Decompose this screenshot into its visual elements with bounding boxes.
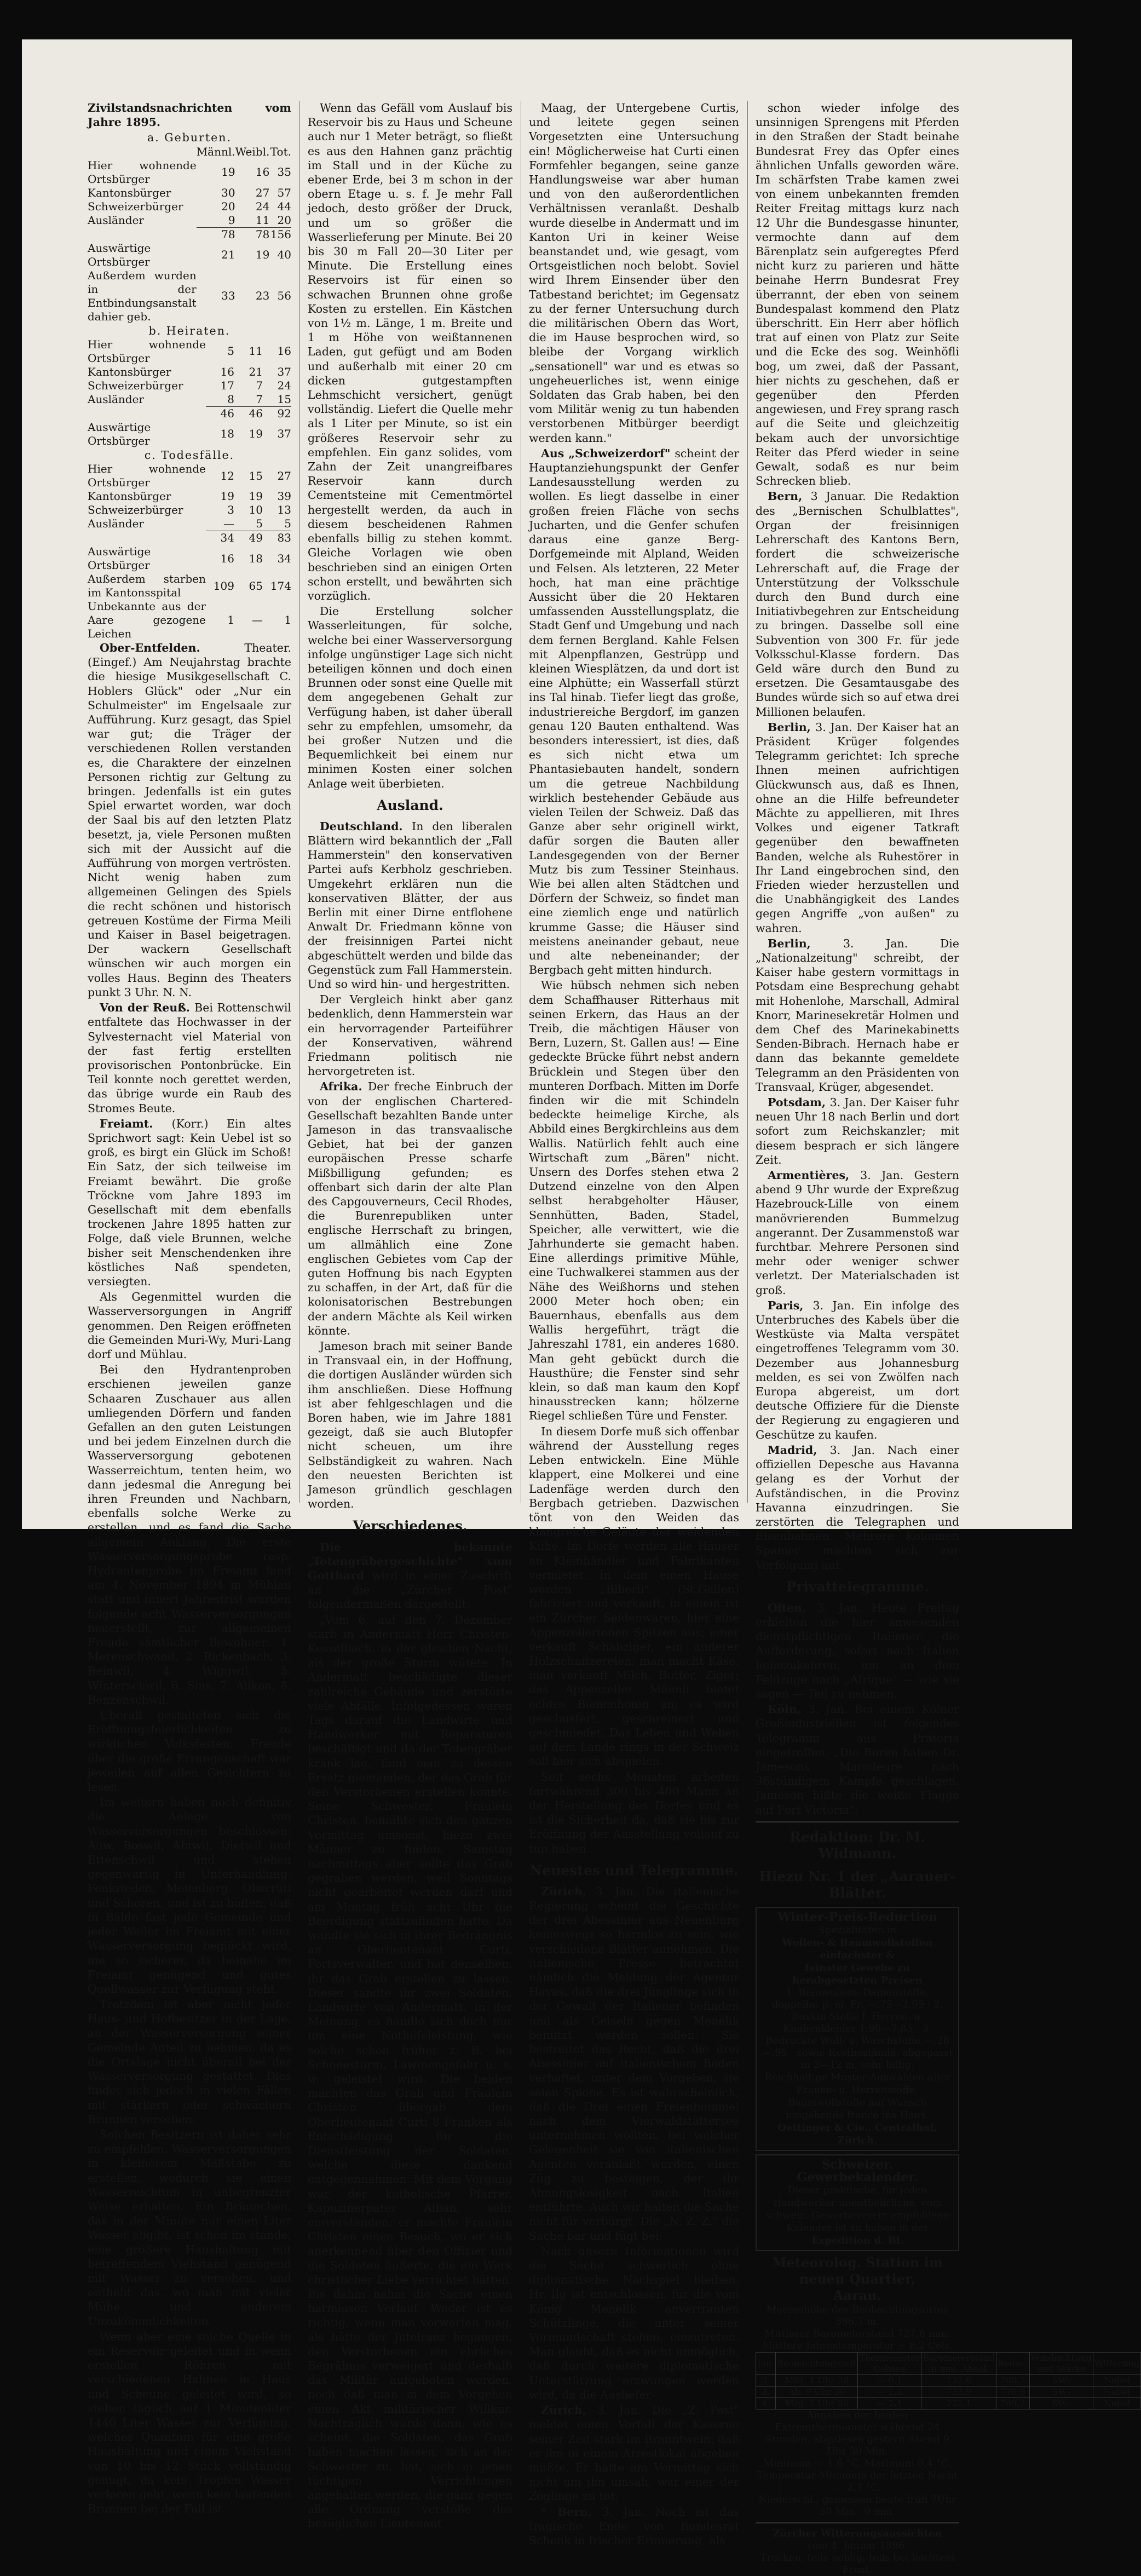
stats-value: 5	[227, 344, 234, 358]
weather-cell: SW₀	[1029, 2386, 1093, 2397]
stats-row	[88, 227, 291, 242]
article-dateline: Köln,	[768, 1703, 809, 1716]
weather-cell: Nebel	[1093, 2386, 1141, 2397]
weather-cell: Mitt. 1 Uhr 30	[776, 2374, 858, 2386]
article-paragraph	[756, 720, 959, 935]
article-text: 3 Januar. Die Redaktion des „Bernischen Schulblattes", Organ der freisinnigen Lehrerschaft des Kantons Bern, fordert die schweizerische Lehrerschaft auf, die Frage der Unterstützung der Volksschule durch den Bund durch eine Initiativbegehren zur Entscheidung zu bringen. Dasselbe soll eine Subvention von 300 Fr. für jede Volksschul-Klasse fordern. Das Geld wäre durch den Bund zu ersetzen. Die Gesamtausgabe des Bundes würde sich so auf etwa drei Millionen belaufen.	[756, 490, 959, 718]
stats-header-cell	[88, 145, 197, 159]
article-paragraph	[529, 2505, 739, 2548]
article-dateline: Berlin,	[768, 936, 843, 950]
article-text: Nach unsern Informationen wird die Sache schwerlich ohne diplomatische Nachspiel bleiben. Hr. Ilg ist entschlossen, für die vom König Menelik anvertrauten Schützlinge, die unter seiner Vormundschaft stehen, einzutreten. Man glaubt, daß es nicht unmöglich, daß durch weitere diplomatische Unterstützung erzwungen werden wird, da die Ausliefer-	[529, 2244, 739, 2401]
article-paragraph	[529, 1770, 739, 1856]
ad-line: Reichhaltige Muster-Auswahlen aller Frauen- u. Herrenstoffe, Baumwollstoffe auf Wunsch umgehends franco ins Haus.	[764, 2071, 950, 2121]
weather-station-info: Mittlerer Barometerstand 727,8 mm.	[764, 2327, 950, 2339]
column-rule	[747, 101, 748, 1503]
weather-station-info: Mittlere Jahrestemperatur + 8,2 Cels.	[762, 2339, 953, 2351]
stats-value: 18	[220, 427, 234, 441]
article-paragraph	[308, 1613, 512, 2531]
article-text: Im weitern haben noch definitiv die Anlage von Wasserversorgungen beschlossen: Auw, Boswil, Abtwil, Dietwil und Ettenschwil und stehen gegenwärtig in Unterhandlung: Fenkrieden, Meienberg, Oberrüti und Schoren, und ist zu hoffen, daß in Bälde fast jede Gemeinde und jeder Weiler im Freiamt mit einer Wasserversorgung beglückt wird, um so sicherer, da beinahe im Freiamt genügend und gutes Quellwasser zur Verfügung steht.	[88, 1796, 291, 1996]
stats-value: 8	[227, 392, 234, 406]
stats-label: Kantonsbürger	[88, 490, 171, 503]
stats-value: 16	[220, 551, 234, 565]
article-dateline: Berlin,	[768, 720, 816, 734]
weather-row	[756, 2397, 1141, 2409]
weather-row	[756, 2374, 1141, 2386]
weather-station-place: Aarau.	[833, 2287, 882, 2303]
weather-note: Niederschl., gemessen heute früh 7Uhr 30 Min.: 0 mm.	[758, 2493, 956, 2517]
weather-cell: SW₀	[1029, 2374, 1093, 2386]
stats-value: 7	[256, 378, 263, 392]
article-paragraph	[88, 1997, 291, 2126]
article-paragraph	[308, 1540, 512, 1612]
article-text: Der Vergleich hinkt aber ganz bedenklich, denn Hammerstein war ein hervorragender Parteiführer der Konservativen, während Friedmann politisch nie hervorgetreten ist.	[308, 993, 512, 1078]
stats-value: 20	[221, 199, 235, 213]
stats-value: 7	[256, 392, 263, 406]
article-text: Solchen Besitzern ist daher sehr zu empfehlen, Wasserversorgungen in kleinerem Maßstabe zu erstellen, wodurch sie einen Wasserreichtum in unbegrenzter Weise erhalten. Ein Brünnchen, das in der Minute nur einen Liter Wasser abgibt, ist schon im stande, eine größere Haushaltung mit betreffendem Viehstand genügend mit Wasser zu versehen, und enthebt das, wo man mit vieler Mühe und anderem Unzukömmlichkeiten.	[88, 2128, 291, 2328]
article-text: Uberall gestalteten sich die Eröffnungsfeierlichkeiten zu wirklichen Volksfesten, Freude über die große Errungenschaft war jeweilen auf allen Gesichtern zu lesen.	[88, 1709, 291, 1794]
stats-value: 24	[277, 378, 291, 392]
article-text: 3. Jan. Noch ist das tragische Ende von Bundesrat Schenk in frischer Erinnerung, als	[529, 2505, 739, 2547]
ad-line: Spezialitäten in	[818, 1924, 897, 1936]
stats-value: 1	[284, 613, 291, 627]
stats-row	[88, 200, 291, 214]
weather-cell: — 0,1	[858, 2374, 921, 2386]
article-text: 3. Jan. Nach einer offiziellen Depesche aus Havanna gelang es der Vorhut der Aufständischen, in die Provinz Havanna einzudringen. Sie zerstörten die Telegraphen und Eisenbahnen. Mehrere Kolonnen Spanier machten sich zur Verfolgung auf.	[756, 1443, 959, 1572]
stats-value: 34	[206, 531, 234, 545]
weather-note: Minimum — 1,6 °C. Maximum 0,4 °C.	[763, 2457, 952, 2469]
supplement-note: Hiezu Nr. 1 der „Aarauer-Blätter.	[759, 1868, 956, 1901]
stats-label: Ausländer	[88, 517, 144, 531]
article-paragraph	[529, 1424, 739, 1769]
article-paragraph	[88, 1117, 291, 1289]
article-text: 3. Jan. Ein infolge des Unterbruches des Kabels über die Westküste via Malta verspätet eingetroffenes Telegramm vom 30. Dezember aus Johannesburg melden, es sei von Zwölfen nach Europa abgereist, um dort deutsche Offiziere für die Dienste der Regierung zu engagieren und Geschütze zu kaufen.	[756, 1298, 959, 1441]
stats-value: 16	[255, 165, 270, 179]
ad-line: Wollen- & Baumwollstoffen einfachster &	[782, 1936, 933, 1961]
stats-value: 30	[221, 186, 235, 199]
stats-value: 27	[255, 186, 270, 199]
stats-value: 37	[277, 427, 291, 441]
horizontal-rule	[756, 2522, 959, 2523]
stats-value: 83	[263, 531, 291, 545]
section-heading-ausland: Ausland.	[377, 797, 443, 813]
stats-value: 18	[249, 551, 263, 565]
stats-label: Auswärtige Ortsbürger	[88, 420, 151, 447]
stats-value: 16	[220, 365, 234, 378]
stats-row	[88, 545, 291, 572]
weather-station-info: Meereshöhe des Beobachtungsortes 396,7 m.	[766, 2303, 949, 2327]
stats-value: 20	[277, 213, 291, 227]
article-text: 3. Jan. Die italienische Regierung scheint die Geschichte der drei Abessinier aus Neuenburg keineswegs so harmlos zu sein, wie verschiedene Blätter annehmen. Die italienische Presse betrachtet nämlich die Meldung der Agentur Havas, daß die drei Jünglinge sich in der Gewalt der Italiener befinden und als Geiseln gegen Menelik benützt werden sollen. Sie bestreitet das Recht, daß die drei Abessinier auf italienischem Boden verhaftet, unter dem Vorgeben, sie seien Spione. Es ist wahrscheinlich, daß die Drei einen Freienbummel nach dem Vierwaldstättersee unternehmen wollten, bei welcher Gelegenheit sie von italienischen Agenten veranlaßt wurden, einen Zug zu besteigen, der ihr Ahnungslosigkeit nach Italien entführte. Auch wir halten die Sache nicht für verbürgt. Die „N. Z. Z." die Sache bar und fügt bei:	[529, 1884, 739, 2242]
article-dateline: Zürich,	[541, 2404, 598, 2417]
article-dateline: Aus „Schweizerdorf"	[541, 446, 675, 460]
article-text: In diesem Dorfe muß sich offenbar während der Ausstellung reges Leben entwickeln. Eine Mühle klappert, eine Molkerei und eine Ladenfäge werden durch den Bergbach getrieben. Dazwischen tönt von den Weiden das klangreiche Geläute der weidenden Kühe. Im Dorfe werden alle Häuser an Kleinhändler und Fabrikanten vermietet. In dem einen Hause werden „Biberli" (St.Gallen) fabriziert und verkauft, in einem ist ein Zürcher Seidenwaren, hier eine Appenzellerinnen Spitzen aus; einer verkauft Schabziger, ein anderer Holzschnitzereien; man macht Käse, man verkauft Milch, Butter, Ziger; das Appenzeller Männli bietet echtes Bienenhonig an; es wird geschustert, geschreinert und geschmiedet. Das Leben und Weben auf dem Lande rings in der Schweiz soll hier sich abspielen.	[529, 1424, 739, 1768]
weather-cell: 770,9	[996, 2386, 1029, 2397]
weather-header-row	[756, 2352, 1141, 2374]
stats-row	[88, 572, 291, 600]
ad-firm: Oettinger & Cie., Centralhof, Zürich.	[777, 2121, 937, 2146]
weather-cell: 733,9	[921, 2386, 996, 2397]
section-heading-privattelegramme: Privattelegramme.	[786, 1578, 929, 1595]
stats-value: 27	[277, 469, 291, 482]
editor-credit: Redaktion: Dr. M. Widmann.	[790, 1829, 925, 1861]
stats-label: Schweizerbürger	[88, 503, 183, 517]
article-text: 3. Jan. Die „Nationalzeitung" schreibt, der Kaiser habe gestern vormittags in Potsdam eine Besprechung gehabt mit Hohenlohe, Marschall, Admiral Knorr, Marinesekretär Holmen und dem Chef des Marinekabinetts Senden-Bibrach. Hernach habe er dann das bekannte gemeldete Telegramm an den Präsidenten von Transvaal, Krüger, abgesendet.	[756, 936, 959, 1094]
weather-station-title: Meteorolog. Station im neuen Quartier,	[772, 2254, 943, 2287]
article-text: Theater. (Eingef.) Am Neujahrstag brachte die hiesige Musikgesellschaft C. Hoblers Glück" oder „Nur ein Schulmeister" im Engelsaale zur Aufführung. Kurz gesagt, das Spiel war gut; die Träger der verschiedenen Rollen verstanden es, die Charaktere der einzelnen Personen richtig zur Geltung zu bringen. Jedenfalls ist ein gutes Spiel erwartet worden, war doch der Saal bis auf den letzten Platz besetzt, ja, viele Personen mußten sich mit der Aussicht auf die Aufführung von morgen vertrösten. Nicht wenig haben zum allgemeinen Gelingen des Spiels die recht schönen und historisch getreuen Kostüme der Firma Meili und Kaiser in Basel beigetragen. Der wackern Gesellschaft wünschen wir auch morgen ein volles Haus. Beginn des Theaters punkt 3 Uhr. N. N.	[88, 641, 291, 999]
stats-table	[88, 145, 291, 324]
weather-cell: Ab. 9 Uhr 30	[776, 2386, 858, 2397]
article-text: (Korr.) Ein altes Sprichwort sagt: Kein Uebel ist so groß, es birgt ein Glück im Schoß! Ein Satz, der sich teilweise im Freiamt bewährt. Die große Tröckne vom Jahre 1893 im Gesellschaft mit dem ebenfalls trockenen Jahre 1895 hatten zur Folge, daß viele Brunnen, welche bisher seit Menschendenken ihre köstliches Naß spendeten, versiegten.	[88, 1117, 292, 1288]
stats-value: —	[252, 613, 263, 627]
stats-header-cell: Weibl.	[235, 145, 270, 158]
stats-value: 46	[206, 406, 234, 421]
article-paragraph	[529, 2244, 739, 2402]
weather-cell: — 2,1	[858, 2397, 921, 2409]
article-text: Die Erstellung solcher Wasserleitungen, für solche, welche bei einer Wasserversorgung infolge ungünstiger Lage sich nicht beteiligen können und doch einen Brunnen oder sonst eine Quelle mit dem angegebenen Gehalt zur Verfügung haben, ist daher überall sehr zu empfehlen, umsomehr, da bei großer Nutzen und die Bequemlichkeit bei einem nur minimen Kosten einer solchen Anlage weit überbieten.	[308, 605, 512, 790]
weather-station-block	[756, 2254, 1140, 2518]
ad-firm: Expedition d. Bl.	[811, 2234, 903, 2246]
stats-value: 5	[256, 517, 263, 531]
stats-value: 1	[227, 613, 234, 627]
weather-header-cell: Reduc.	[996, 2352, 1029, 2374]
stats-label: Hier wohnende Ortsbürger	[88, 337, 206, 365]
article-paragraph	[88, 2128, 291, 2328]
stats-row	[88, 600, 291, 641]
weather-cell: Nebel	[1093, 2374, 1141, 2386]
ad-text: Dieser praktische, für jeden Handwerker unentbehrliche, vom schweiz. Gewerbeverein empfohlene Kalender ist zu haben in der	[765, 2184, 949, 2234]
weather-note: Angaben der beiden Extremthermometer während 24 Stunden, abgelesen gestern Abend 9 Uhr 30 Min.	[765, 2409, 950, 2457]
stats-label: Schweizerbürger	[88, 378, 183, 392]
newspaper-page	[22, 39, 1140, 2575]
article-text: schon wieder infolge des unsinnigen Sprengens mit Pferden in den Straßen der Stadt beinahe Bundesrat Frey das Opfer eines ähnlichen Unfalls geworden wäre. Im schärfsten Trabe kamen zwei von einem unbekannten fremden Reiter Freitag mittags kurz nach 12 Uhr die Bundesgasse hinunter, vermochte dann auf dem Bärenplatz sein aufgeregtes Pferd nicht kurz zu parieren und hätte beinahe Herrn Bundesrat Frey überrannt, der eben von seinem Bundespalast kommend den Platz überschritt. Ein Herr aber höflich trat auf einen von Platz zur Seite und die Ecke des sog. Weinhöfli bog, um zwei, daß der Passant, hier nichts zu geschehen, daß er gegenüber den Pferden angewiesen, und Frey sprang rasch auf die Seite und gleichzeitig bekam auch der unvorsichtige Reiter das Pferd wieder in seine Gewalt, sodaß es nur beim Schrecken blieb.	[756, 101, 959, 488]
stats-label: Ausländer	[88, 393, 144, 406]
article-paragraph	[756, 1095, 959, 1167]
article-dateline: Freiamt.	[100, 1117, 172, 1130]
article-paragraph	[88, 1290, 291, 1361]
article-paragraph	[529, 101, 739, 445]
stats-label: Kantonsbürger	[88, 186, 171, 199]
section-heading-verschiedenes: Verschiedenes.	[353, 1517, 468, 1534]
stats-row	[88, 421, 291, 448]
stats-row	[88, 242, 291, 269]
stats-value: 19	[249, 490, 263, 503]
stats-value: —	[223, 517, 234, 531]
article-paragraph	[756, 489, 959, 718]
weather-cell: 769,7	[996, 2374, 1029, 2386]
article-paragraph	[529, 1884, 739, 2243]
stats-value: 78	[235, 227, 270, 242]
article-paragraph	[756, 936, 959, 1094]
stats-label: Ausländer	[88, 213, 144, 227]
article-text: Als Gegenmittel wurden die Wasserversorgungen in Angriff genommen. Den Reigen eröffneten die Gemeinden Muri-Wy, Muri-Lang dorf und Mühlau.	[88, 1290, 291, 1361]
column-4	[756, 101, 1140, 2576]
article-text: Der freche Einbruch der von der englischen Chartered-Gesellschaft bezahlten Bande unter Jameson in das transvaalische Gebiet, hat bei der ganzen europäischen Presse scharfe Mißbilligung gefunden; es offenbart sich darin der alte Plan des Capgouverneurs, Cecil Rhodes, die Burenrepubliken unter englische Herrschaft zu bringen, um allmählich eine Zone englischen Gebietes vom Cap der guten Hoffnung bis nach Egypten zu schaffen, in der Art, daß für die kolonisatorischen Bestrebungen der andern Mächte als Keil wirken könnte.	[308, 1080, 512, 1337]
stats-value: 46	[234, 406, 263, 421]
article-text: Wie hübsch nehmen sich neben dem Schaffhauser Ritterhaus mit seinen Erkern, das Haus an der Treib, die mächtigen Häuser von Bern, Luzern, St. Gallen aus! — Eine gedeckte Brücke führt nebst andern Brücklein und Stegen über den munteren Dorfbach. Mitten im Dorfe finden wir die mit Schindeln bedeckte heimelige Kirche, als Abbild eines Bergkirchleins aus dem Wallis. Natürlich fehlt auch eine Wirtschaft zum „Bären" nicht. Unsern des Dorfes stehen etwa 2 Dutzend einzelne von den Alpen selbst herabgeholter Häuser, Sennhütten, Baden, Stadel, Speicher, alle verwittert, wie die Jahrhunderte sie gemacht haben. Eine allerdings primitive Mühle, eine Tuchwalkerei stammen aus der Nähe des Weißhorns und stehen 2000 Meter hoch oben; ein Bauernhaus, ebenfalls aus dem Wallis hergeführt, trägt die Jahreszahl 1781, ein anderes 1680. Man geht gebückt durch die Hausthüre; die Fenster sind sehr klein, so daß man kaum den Kopf hinausstrecken kann; hölzerne Riegel schließen Türe und Fenster.	[529, 979, 739, 1423]
stats-section-heading: a. Geburten.	[147, 131, 232, 145]
stats-section-heading: b. Heiraten.	[148, 324, 230, 337]
stats-value: 34	[277, 551, 291, 565]
article-dateline: Zürich,	[541, 1884, 596, 1898]
column-2	[308, 101, 512, 2532]
article-dateline: Afrika.	[320, 1080, 368, 1094]
article-text: Bei Rottenschwil entfaltete das Hochwasser in der Sylvesternacht viel Material von der fast fertig erstellten provisorischen Pontonbrücke. Ein Teil konnte noch gerettet werden, das übrige wurde ein Raub des Stromes Beute.	[88, 1001, 291, 1115]
ad-title: Schweizer. Gewerbekalender.	[797, 2157, 918, 2184]
article-text: Bei den Hydrantenproben erschienen jeweilen ganze Schaaren Zuschauer aus allen umliegenden Dörfern und fanden Gefallen an den guten Leistungen und bei jedem Einzelnen durch die Wasserversorgung gebotenen Wasserreichtum, tenten heim, wo dann jedesmal die Anregung bei ihren Freunden und Nachbarn, ebenfalls solche Werke zu erstellen, und es fand die Sache allgemein Anklang. Die erste Wasserversorgungsprobe resp. Hydrantenprobe im Freiamt fand am 4. November 1894 in Mühlau statt und innert Jahresfrist wurden folgende acht Wasserversorgungen neuerstellt, zur allgemeinen Freude sämtlicher Bewohner: 1. Merenschwand, 2. Rickenbach, 3. Beinwil, 4. Wiggwil, 5. Winterschwil, 6. Sins, 7. Alikon, 8. Benzenschwil.	[88, 1363, 291, 1706]
section-heading-neuestes: Neuestes und Telegramme.	[529, 1862, 739, 1878]
stats-section-heading: c. Todesfälle.	[144, 448, 235, 462]
article-text: 3. Jan. Der Kaiser hat an Präsident Krüger folgendes Telegramm gerichtet: Ich spreche Ihnen meinen aufrichtigen Glückwunsch aus, daß es Ihnen, ohne an die Hilfe befreundeter Mächte zu appellieren, mit Ihres Volkes und eigener Tatkraft gegenüber den bewaffneten Banden, welche als Ruhestörer in Ihr Land eingebrochen sind, den Frieden wieder herzustellen und die Unabhängigkeit des Landes gegen Angriffe „von außen" zu wahren.	[756, 720, 959, 935]
article-text: In den liberalen Blättern wird bekanntlich der „Fall Hammerstein" den konservativen Partei aufs Kerbholz geschrieben. Umgekehrt erklären nun die konservativen Blätter, der aus Berlin mit einer Dirne entflohene Anwalt Dr. Friedmann könne von der freisinnigen Partei nicht abgeschüttelt werden und bilde das Gegenstück zum Fall Hammerstein. Und so wird hin- und hergestritten.	[308, 819, 512, 991]
stats-value: 17	[220, 378, 234, 392]
forecast-text: Trocken, teils neblig, teils bei leichtem Frost.	[760, 2551, 955, 2575]
article-text: Jameson brach mit seiner Bande in Transvaal ein, in der Hoffnung, die dortigen Ausländer würden sich ihm anschließen. Diese Hoffnung ist aber fehlgeschlagen und die Boren haben, wie im Jahre 1881 gezeigt, daß sie auch Blutopfer nicht scheuen, um ihre Selbständigkeit zu wahren. Nach den neuesten Berichten ist Jameson gründlich geschlagen worden.	[308, 1339, 512, 1511]
stats-row	[88, 462, 291, 490]
stats-value: 19	[221, 165, 235, 179]
article-dateline: Die bekannte „Totengräbergeschichte" vom Gotthard	[308, 1540, 512, 1582]
stats-row	[88, 269, 291, 324]
stats-header-cell: Tot.	[270, 145, 291, 158]
weather-header-cell: Windrichtung und Stärke	[1029, 2352, 1093, 2374]
article-paragraph	[308, 1079, 512, 1338]
weather-cell: 732,6	[921, 2374, 996, 2386]
stats-label: Hier wohnende Ortsbürger	[88, 158, 197, 186]
stats-row	[88, 186, 291, 200]
stats-label	[88, 531, 206, 545]
ad-items: 1. Reinwollene Damenstoffe, doppelbr. p. m. Fr. —.75—2.95 · 2. Buxkin-Stoffe f. Herren- u. Knabenkleider 1.90—7.85 · 3. Bedruckte Woll- u. Waschstoffe —.28—.95 · sowie Restbestände, abgepasst in 2—12 m, sehr billig.	[762, 1986, 953, 2071]
article-dateline: Ober-Entfelden.	[100, 641, 245, 655]
article-text: „Vom 6. auf den 7. Dezember starb in Andermatt Herr Christen-Kesselbach, in der gleichen Nacht, als der große Sturm wütete. In Andermatt beschädigte dieser zahlreiche Gebäude und zerstörte viele Abfälle. Infolgedessen waren Tags darauf die Landwirte und Handwerker mit Reparaturen beschäftigt und da der Totengräber krank lag, fand man zu dessen Ersatz niemanden, der das Grab für den Verstorbenen erstellen konnte. Seine Schwester, Fräulein Christen, bemühte sich den ganzen Vormittag umsonst, hiezu zwei Männer zu finden. Samstag nachmittags aber sollte das Grab gegraben werden, weil Sonntags nicht gearbeitet werden darf und am Montag früh acht Uhr die Beerdigung stattzufinden hatte. Da wandte sie sich in ihrer Bedrängnis an Oberlieutenant Curti, Fortsverwalter, und bat denselben, ihr das Grab erstellen zu lassen. Dieser sandte ihr zwei Soldaten, Landwirte von Andermatt, in der Meinung, es handle sich doch nur um eine Nothilfeleistung, wie solche schon früher z. B. bei Schneesturm, Lawinengefahr u. s. w. geleistet wird. Die beiden machten das Grab und Fräulein Christen übergab dem Oberlieutenant Curti 8 Franken als Entschädigung für die Dienstleistung der Soldaten, welche diese dankend entgegennahmen. Mit dem Vorgang war der katholische Pfarrer, Kapuzinerpater Alban, sehr einverstanden; er machte Fräulein Christen einen Besuch, wo er sich anerkennend über den Offizier und die Soldaten äußerte, die ein Werk christlicher Liebe verrichtet hätten. Bis dahin nahm die Sache einen harmlosen Verlauf. Weder ist es richtig, wenn man vorwerfen mag, als hätte der Jutelranz begangen, den Verstorbenen ein ehrliches Begräbnis verweigert und deshalb das Militär aufgeboten worden, noch daß man in dem Vorgehen einen Akt militärischer Willkür. Nachträglich wurde dann, wie es scheint, die Soldaten, das Grab haben machen lassen, sich an der Schwester zu, hat, sich in jenen tüchtigen Verrichtungen angehalten werden, die ganz gegen alle Ordnung verstöße des bezüglichen Lieutenant	[308, 1613, 512, 2531]
stats-value: 21	[249, 365, 263, 378]
article-dateline: Olten,	[768, 1601, 817, 1614]
article-paragraph	[529, 978, 739, 1423]
article-text: Trotzdem ist aber nicht jeder Haus- und Hofbesitzer in der Lage, an der Wasserversorgung seiner Gemeinde Anteil zu nehmen, da es die Ortslage nicht überall bei der Wasserversorgung gestattet. Dies findet sich jedoch in vielen Fällen mit stärkern oder schwächern Brunnen versehen.	[88, 1998, 291, 2126]
article-text: 3. Jan. Gestern abend 9 Uhr wurde der Expreßzug Hazebrouck-Lille von einem manövrierenden Bummelzug angerannt. Der Zusammenstoß war furchtbar. Mehrere Personen sind mehr oder weniger schwer verletzt. Der Materialschaden ist groß.	[756, 1169, 959, 1297]
stats-value: 19	[255, 248, 270, 262]
stats-value: 92	[263, 406, 291, 421]
horizontal-rule	[756, 1821, 959, 1822]
stats-value: 10	[249, 503, 263, 517]
stats-value: 109	[213, 579, 234, 593]
article-text: scheint der Hauptanziehungspunkt der Genfer Landesausstellung werden zu wollen. Es liegt dasselbe in einer großen freien Fläche von sechs Jucharten, und die Genfer schufen daraus eine ganze Berg-Dorfgemeinde mit Alpland, Weiden und Felsen. Als letzteren, 22 Meter hoch, hat man eine prächtige Aussicht über die 20 Hektaren umfassenden Ausstellungsplatz, die Stadt Genf und Umgebung und nach dem fernen Bergland. Kahle Felsen mit Alpenpflanzen, Gestrüpp und kleinen Wiesplätzen, da und dort ist eine Alphütte; ein Wasserfall stürzt ins Tal hinab. Tiefer liegt das große, industriereiche Bergdorf, im ganzen genau 120 Bauten enthaltend. Was besonders interessiert, ist dies, daß es sich nicht etwa um Phantasiebauten handelt, sondern um die getreue Nachbildung wirklich bestehender Gebäude aus vielen Teilen der Schweiz. Daß das Ganze aber sehr originell wirkt, dafür sorgen die Bauten aller Landesgegenden von der Berner Mutz bis zum Tessiner Steinhaus. Wie bei allen alten Städtchen und Dörfern der Schweiz, so findet man eine ziemlich enge und natürlich krumme Gasse; die Häuser sind meistens aneinander gebaut, neue und alte nebeneinander; der Bergbach geht mitten hindurch.	[529, 446, 739, 977]
article-dateline: Bern,	[768, 490, 811, 503]
stats-value: 21	[221, 248, 235, 262]
article-dateline: Von der Reuß.	[100, 1001, 195, 1015]
stats-value: 44	[277, 199, 291, 213]
stats-table	[88, 462, 291, 641]
weather-row	[756, 2386, 1141, 2397]
article-dateline: Paris,	[768, 1298, 813, 1312]
weather-cell: 4.	[756, 2397, 776, 2409]
column-rule	[299, 101, 300, 1503]
stats-value: 13	[277, 503, 291, 517]
stats-value: 5	[284, 517, 291, 531]
stats-value: 16	[277, 344, 291, 358]
article-paragraph	[756, 1443, 959, 1572]
stats-header-cell: Männl.	[196, 145, 235, 158]
advertisement-winter-sale	[756, 1907, 959, 2151]
stats-value: 24	[255, 199, 270, 213]
stats-value: 49	[234, 531, 263, 545]
weather-cell: 3.	[756, 2374, 776, 2386]
weather-header-cell: Jan.	[756, 2352, 776, 2374]
stats-row	[88, 490, 291, 503]
article-text: wird in einer Zuschrift an die „Zürcher Post" folgendermaßen dargestellt:	[308, 1568, 512, 1611]
stats-value: 12	[220, 469, 234, 482]
weather-cell: SW₀	[1029, 2397, 1093, 2409]
stats-value: 37	[277, 365, 291, 378]
article-text: 3. Jan. Der Kaiser fuhr neuen Uhr 18 nach Berlin und dort sofort zum Reichskanzler; mit diesem besprach er sich längere Zeit.	[756, 1096, 959, 1166]
article-paragraph	[88, 1362, 291, 1707]
article-dateline: * Bern,	[541, 2505, 603, 2519]
forecast-title: Zürcher Witterungsaussichten	[773, 2527, 942, 2539]
article-paragraph	[88, 2330, 291, 2516]
weather-header-cell: Thermometer Celsius	[858, 2352, 921, 2374]
stats-header-row	[88, 145, 291, 159]
stats-row	[88, 517, 291, 531]
weather-table	[756, 2352, 1141, 2410]
article-dateline: Deutschland.	[320, 819, 412, 833]
advertisement-gewerbekalender	[756, 2154, 959, 2251]
weather-cell: 769,2	[996, 2397, 1029, 2409]
forecast-date: vom 4. Januar 1896.	[806, 2539, 908, 2551]
stats-row	[88, 531, 291, 545]
stats-value: 39	[277, 490, 291, 503]
stats-label: Kantonsbürger	[88, 365, 171, 378]
stats-value: 40	[277, 248, 291, 262]
stats-label	[88, 406, 206, 421]
stats-row	[88, 365, 291, 379]
article-text: 3. Jan. Bei einem Kölner Großindustriellen ist folgendes Telegramm aus Prätoria eingetroffen: „Die Buren haben Dr. Jamesons Marodeure nach 36stündigem Kampfe geschlagen. Jameson hißte die weiße Flagge auf Fort Victoria".	[756, 1703, 959, 1816]
article-paragraph	[756, 101, 959, 488]
weather-header-cell: Barometerstand in mm. Absol.	[921, 2352, 996, 2374]
stats-label: Außerdem starben im Kantonsspital	[88, 572, 206, 600]
stats-value: 11	[249, 344, 263, 358]
article-text: Wenn aber eine solche Quelle in ein Reservoir geleitet und in wenn erstellen Röhren mit verschiedenen Hahnen in Haus und Scheune geleitet wird, so stehen täglich auf 1 Minutenliter 1440 Liter Wasser zur Verfügung, welches Quantum für eine große Haushaltung und einem Viehstand von 10 bis 12 Stück vollständig genügt, da kein Tropfen Wasser verloren geht, wenn kein laufenden Brunnen bei der Fall ist.	[88, 2330, 291, 2516]
article-paragraph	[88, 641, 291, 999]
stats-row	[88, 214, 291, 228]
article-paragraph	[88, 1001, 291, 1116]
stats-value: 19	[249, 427, 263, 441]
stats-value: 78	[197, 227, 235, 242]
article-paragraph	[308, 604, 512, 791]
stats-label: Schweizerbürger	[88, 199, 183, 213]
weather-cell: 732,1	[921, 2397, 996, 2409]
article-text: 3. Jan. Die „Z. Post" meldet einen Vorfall der Kaserne seiner Zeit stark im Branntwein, daß er ihn in einem Arrestlokal abgeben mußte. Er hatte am Vormittag sich nicht um ihn umsah, war einer der Zöglinge zu tot.	[529, 2404, 740, 2503]
stats-value: 15	[249, 469, 263, 482]
article-dateline: Armentières,	[768, 1169, 861, 1182]
stats-value: 65	[249, 579, 263, 593]
article-paragraph	[756, 1298, 959, 1442]
stats-value: 3	[227, 503, 234, 517]
weather-cell: Nebel	[1093, 2397, 1141, 2409]
stats-value: 23	[255, 289, 270, 303]
stats-row	[88, 159, 291, 186]
stats-row	[88, 503, 291, 517]
article-paragraph	[529, 2403, 739, 2503]
weather-cell: — 1,2	[858, 2386, 921, 2397]
article-paragraph	[756, 1601, 959, 1701]
stats-row	[88, 379, 291, 393]
article-text: 3. Jan. Heute Freitag erhielten die hier anwesenden dienstpflichtigen Italiener die Aufforderung, sofort nach Italien heimzukehren, um an dem Feldzuge nach „Afrique" — wie sie sagen — Teil zu nehmen.	[756, 1601, 959, 1700]
stats-value: 156	[270, 227, 291, 241]
stats-value: 174	[270, 579, 291, 593]
stats-label: Auswärtige Ortsbürger	[88, 545, 151, 572]
stats-label: Außerdem wurden in der Entbindungsanstalt dahier geb.	[88, 268, 197, 323]
stats-label: Auswärtige Ortsbürger	[88, 241, 151, 268]
stats-row	[88, 393, 291, 407]
article-paragraph	[529, 446, 739, 978]
weather-note: Temperatur-Minimum der letzten Nacht — 2,7 °C.	[757, 2469, 958, 2493]
stats-value: 9	[228, 213, 235, 227]
article-dateline: Madrid,	[768, 1443, 830, 1457]
stats-value: 56	[277, 289, 291, 303]
article-paragraph	[88, 1795, 291, 1996]
article-paragraph	[756, 1702, 959, 1817]
stats-table	[88, 338, 291, 448]
column-1	[88, 101, 291, 2517]
article-text: Maag, der Untergebene Curtis, und leitete gegen seinen Vorgesetzten eine Untersuchung ein! Möglicherweise hat Curti einen Formfehler begangen, seine ganze Handlungsweise war aber human und von den außerordentlichen Verhältnissen veranlaßt. Deshalb wurde dieselbe in Andermatt und im Kanton Uri in keiner Weise beanstandet und, wie gesagt, vom Ortsgeistlichen noch belobt. Soviel wird Ihrem Einsender über den Tatbestand berichtet; im Gegensatz zu der ferner Untersuchung durch die militärischen Obern das Wort, die im Hause besprochen wird, so bleibe der Vorgang wirklich „sensationell" war und es etwas so ungeheuerliches ist, wenn einige Soldaten das Grab haben, bei den vom Militär wenig zu tun habenden verstorbenen Mitbürger beerdigt werden kann."	[529, 101, 739, 445]
article-paragraph	[756, 1168, 959, 1297]
stats-value: 35	[277, 165, 291, 179]
stats-value: 15	[277, 392, 291, 406]
weather-cell: Mrg. 7 Uhr 30	[776, 2397, 858, 2409]
stats-value: 11	[255, 213, 270, 227]
stats-value: 33	[221, 289, 235, 303]
column-3	[529, 101, 739, 2549]
article-paragraph	[308, 101, 512, 603]
stats-value: 19	[220, 490, 234, 503]
stats-row	[88, 406, 291, 421]
article-paragraph	[308, 992, 512, 1078]
stats-label: Unbekannte aus der Aare gezogene Leichen	[88, 600, 206, 641]
article-paragraph	[308, 1339, 512, 1511]
stats-title: Zivilstandsnachrichten vom Jahre 1895.	[88, 101, 291, 129]
ad-line: feinster Gewebe zu herabgesetzten Preisen	[792, 1962, 923, 1986]
weather-header-cell: Witterung	[1093, 2352, 1141, 2374]
weather-cell: 3.	[756, 2386, 776, 2397]
stats-label	[88, 227, 197, 242]
article-text: Seit sechs Monaten arbeiten fortwährend 300 bis 400 Mann an der Herstellung des Dorfes und es ist die Sicherheit da, daß sie bis zur Eröffnung der Ausstellung vollauf zu tun haben.	[529, 1770, 739, 1855]
ad-title: Winter-Preis-Reduction	[777, 1910, 937, 1924]
stats-value: 57	[277, 186, 291, 199]
article-paragraph	[308, 819, 512, 991]
article-text: Wenn das Gefäll vom Auslauf bis Reservoir bis zu Haus und Scheune auch nur 1 Meter beträgt, so fließt es aus den Hahnen ganz prächtig im Stall und in der Küche zu ebener Erde, bei 3 m schon in der obern Etage u. s. f. Je mehr Fall jedoch, desto größer der Druck, und um so größer die Wasserlieferung per Minute. Bei 20 bis 30 m Fall 20—30 Liter per Minute. Die Erstellung eines Reservoirs ist für einen so schwachen Brunnen ohne große Kosten zu erstellen. Ein Kästchen von 1½ m. Länge, 1 m. Breite und 1 m Höhe von weißtannenen Laden, gut gefügt und am Boden und außerhalb mit einer 20 cm dicken gutgestampften Lehmschicht versichert, genügt vollständig. Liefert die Quelle mehr als 1 Liter per Minute, so ist ein größeres Reservoir sehr zu empfehlen. Ein ganz solides, vom Zahn der Zeit unangreifbares Reservoir kann durch Cementsteine mit Cementmörtel hergestellt werden, da auch in diesem bescheidenen Rahmen ebenfalls billig zu stehen kommt. Gleiche Vorlagen wie oben beschrieben sind an einigen Orten schon erstellt, und bewährten sich vorzüglich.	[308, 101, 512, 602]
article-dateline: Potsdam,	[768, 1096, 830, 1109]
weather-header-cell: Beobachtungszeit	[776, 2352, 858, 2374]
stats-label: Hier wohnende Ortsbürger	[88, 462, 206, 490]
stats-row	[88, 338, 291, 365]
article-paragraph	[88, 1708, 291, 1794]
